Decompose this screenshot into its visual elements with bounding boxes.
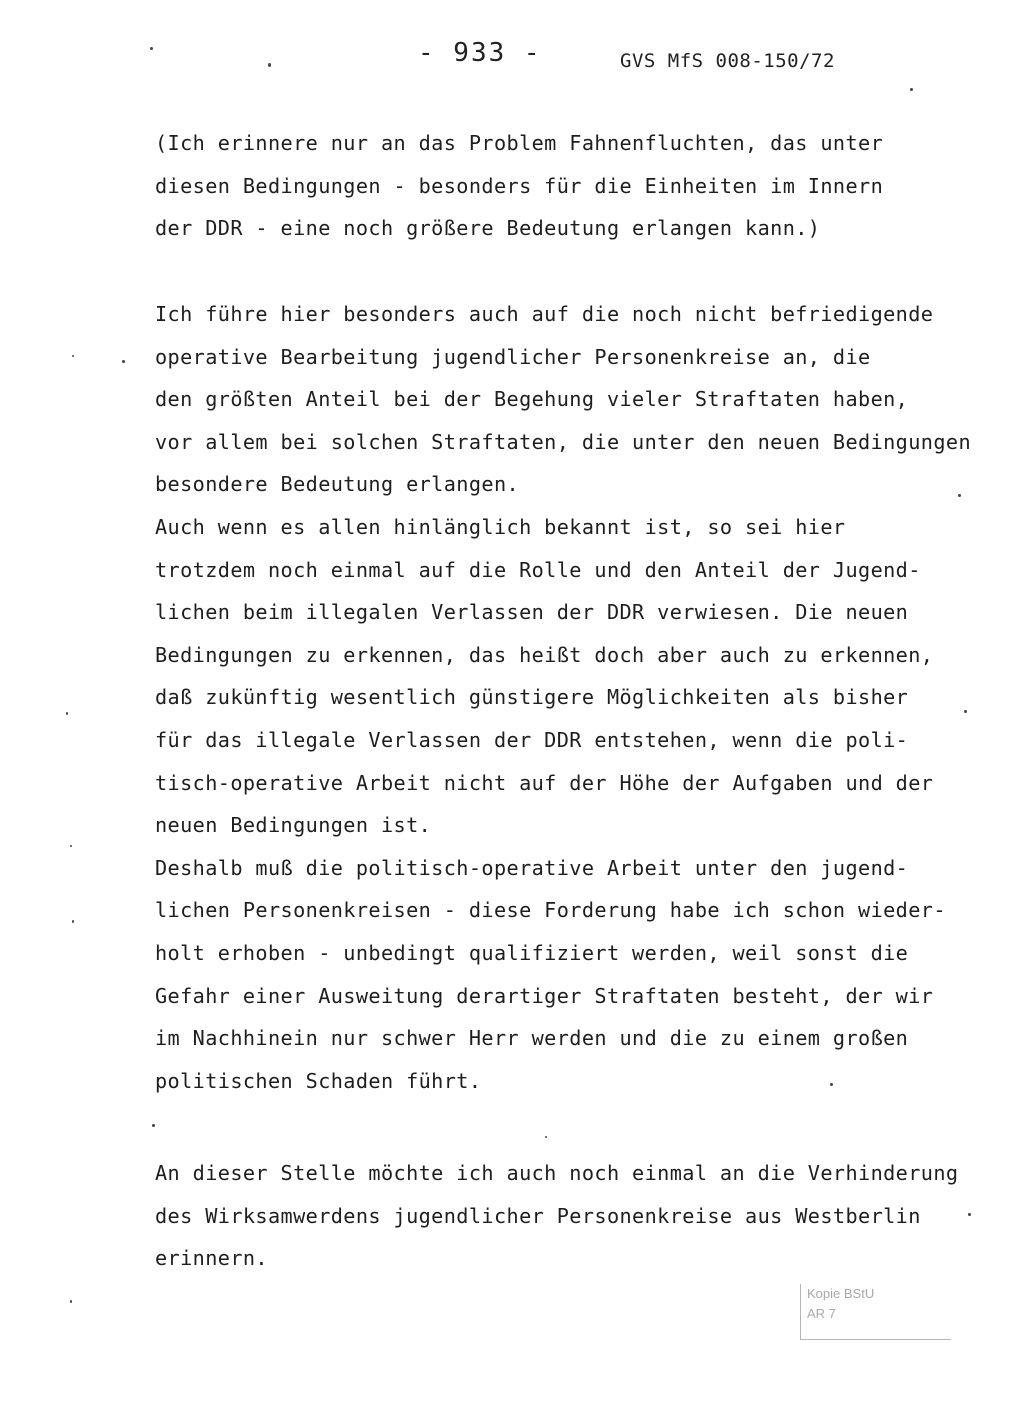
scan-speck (830, 1083, 833, 1086)
scan-speck (70, 845, 72, 847)
scan-speck (958, 494, 961, 497)
page-number: - 933 - (418, 38, 542, 68)
text-line: trotzdem noch einmal auf die Rolle und den Anteil der Jugend- (155, 557, 921, 582)
text-line: Ich führe hier besonders auch auf die noch nicht befriedigende (155, 302, 934, 326)
scan-speck (72, 920, 74, 923)
scan-speck (70, 1300, 72, 1303)
text-line: vor allem bei solchen Straftaten, die unter den neuen Bedingungen (155, 429, 972, 454)
scan-speck (152, 1124, 155, 1127)
scan-speck (150, 47, 153, 50)
scan-speck (968, 1213, 971, 1216)
text-line: operative Bearbeitung jugendlicher Personenkreise an, die (155, 344, 871, 369)
stamp-line: Kopie BStU (807, 1286, 875, 1301)
text-line: politischen Schaden führt. (155, 1068, 482, 1093)
text-line: den größten Anteil bei der Begehung vieler Straftaten haben, (155, 387, 909, 412)
text-line: Auch wenn es allen hinlänglich bekannt ist, so sei hier (155, 514, 846, 539)
scan-speck (545, 1136, 547, 1138)
text-line: neuen Bedingungen ist. (155, 813, 432, 838)
text-line: An dieser Stelle möchte ich auch noch einmal an die Verhinderung (155, 1161, 959, 1185)
text-line: Deshalb muß die politisch-operative Arbeit unter den jugend- (155, 855, 909, 880)
stamp-line: AR 7 (807, 1306, 836, 1321)
paragraph-2 (155, 293, 1015, 1102)
archive-stamp (800, 1284, 951, 1340)
text-line: lichen Personenkreisen - diese Forderung habe ich schon wieder- (155, 898, 946, 923)
scan-speck (910, 88, 913, 91)
text-line: erinnern. (155, 1246, 268, 1271)
scan-speck (122, 360, 125, 363)
text-line: (Ich erinnere nur an das Problem Fahnenfluchten, das unter (155, 131, 884, 155)
text-line: Gefahr einer Ausweitung derartiger Straftaten besteht, der wir (155, 983, 934, 1008)
text-line: der DDR - eine noch größere Bedeutung erlangen kann.) (155, 216, 821, 241)
text-line: holt erhoben - unbedingt qualifiziert werden, weil sonst die (155, 940, 909, 965)
paragraph-1 (155, 122, 1015, 250)
scan-speck (72, 355, 74, 357)
text-line: im Nachhinein nur schwer Herr werden und die zu einem großen (155, 1026, 909, 1051)
text-line: lichen beim illegalen Verlassen der DDR verwiesen. Die neuen (155, 600, 909, 625)
scan-speck (66, 712, 68, 715)
text-line: daß zukünftig wesentlich günstigere Möglichkeiten als bisher (155, 685, 909, 710)
text-line: tisch-operative Arbeit nicht auf der Höhe der Aufgaben und der (155, 770, 934, 795)
text-line: besondere Bedeutung erlangen. (155, 472, 520, 497)
scan-speck (268, 63, 271, 67)
paragraph-3 (155, 1152, 1015, 1280)
text-line: des Wirksamwerdens jugendlicher Personenkreise aus Westberlin (155, 1203, 921, 1228)
scan-speck (964, 710, 967, 713)
text-line: Bedingungen zu erkennen, das heißt doch aber auch zu erkennen, (155, 642, 934, 667)
text-line: diesen Bedingungen - besonders für die Einheiten im Innern (155, 173, 884, 198)
document-reference: GVS MfS 008-150/72 (620, 50, 835, 72)
text-line: für das illegale Verlassen der DDR entstehen, wenn die poli- (155, 727, 909, 752)
